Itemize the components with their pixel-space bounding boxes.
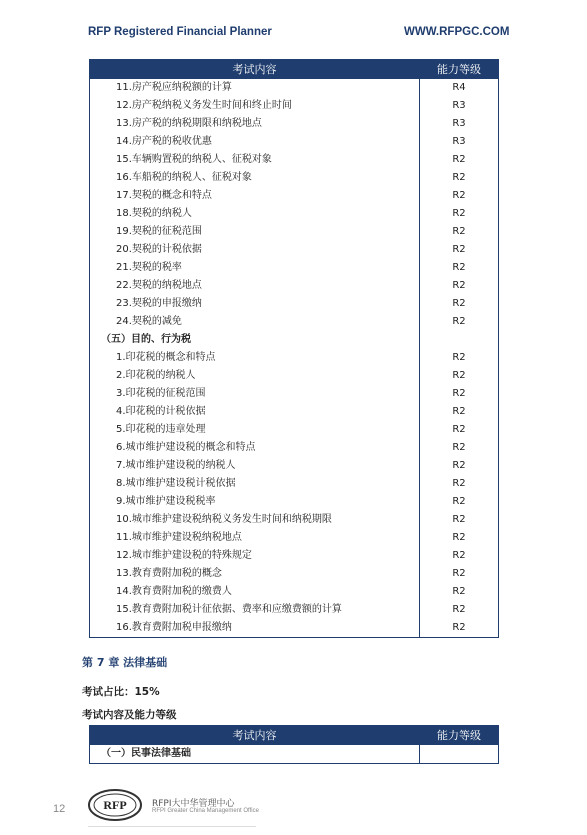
table-row	[90, 97, 499, 115]
level-cell: R2	[420, 205, 499, 223]
level-cell: R2	[420, 349, 499, 367]
content-cell: 14.教育费附加税的缴费人	[90, 583, 420, 601]
content-cell: 19.契税的征税范围	[90, 223, 420, 241]
table-row	[90, 313, 499, 331]
level-cell: R2	[420, 583, 499, 601]
table-row	[90, 385, 499, 403]
content-cell: 12.城市维护建设税的特殊规定	[90, 547, 420, 565]
table-row	[90, 151, 499, 169]
level-cell: R2	[420, 295, 499, 313]
logo-text: RFP	[103, 798, 127, 812]
table-row	[90, 601, 499, 619]
level-cell: R2	[420, 241, 499, 259]
content-cell: 10.城市维护建设税纳税义务发生时间和纳税期限	[90, 511, 420, 529]
level-cell: R2	[420, 313, 499, 331]
content-cell: 22.契税的纳税地点	[90, 277, 420, 295]
chapter-title: 第 7 章 法律基础	[82, 656, 168, 669]
content-cell: 20.契税的计税依据	[90, 241, 420, 259]
content-cell: 3.印花税的征税范围	[90, 385, 420, 403]
level-cell: R2	[420, 511, 499, 529]
level-cell: R2	[420, 421, 499, 439]
content-cell: 11.房产税应纳税额的计算	[90, 79, 420, 97]
level-cell: R2	[420, 529, 499, 547]
level-cell: R2	[420, 223, 499, 241]
table-row	[90, 493, 499, 511]
table-row	[90, 439, 499, 457]
table-row	[90, 529, 499, 547]
content-cell: 23.契税的申报缴纳	[90, 295, 420, 313]
table-row	[90, 421, 499, 439]
content-cell: 9.城市维护建设税税率	[90, 493, 420, 511]
table-row	[90, 241, 499, 259]
page-number: 12	[53, 803, 66, 815]
table-row	[90, 223, 499, 241]
level-cell: R2	[420, 457, 499, 475]
column-header-content: 考试内容	[90, 60, 420, 79]
level-cell: R3	[420, 133, 499, 151]
table-row	[90, 259, 499, 277]
table-row	[90, 205, 499, 223]
table-row	[90, 619, 499, 637]
column-header-level: 能力等级	[420, 726, 499, 745]
content-cell: 15.教育费附加税计征依据、费率和应缴费额的计算	[90, 601, 420, 619]
table-row	[90, 349, 499, 367]
level-cell: R4	[420, 79, 499, 97]
brand-name-en: RFPI Greater China Management Office	[152, 808, 259, 814]
column-header-level: 能力等级	[420, 60, 499, 79]
content-cell: 2.印花税的纳税人	[90, 367, 420, 385]
level-cell: R2	[420, 439, 499, 457]
exam-ratio: 考试占比：15%	[82, 686, 160, 698]
content-cell: 8.城市维护建设税计税依据	[90, 475, 420, 493]
level-cell: R2	[420, 187, 499, 205]
section-row	[90, 745, 499, 764]
content-cell: 16.车船税的纳税人、征税对象	[90, 169, 420, 187]
section-row	[90, 331, 499, 349]
content-cell: 14.房产税的税收优惠	[90, 133, 420, 151]
content-cell: 12.房产税纳税义务发生时间和终止时间	[90, 97, 420, 115]
section-subtitle: 考试内容及能力等级	[82, 709, 177, 721]
footer-divider	[88, 826, 256, 827]
content-cell: 13.教育费附加税的概念	[90, 565, 420, 583]
level-cell: R3	[420, 115, 499, 133]
table-row	[90, 169, 499, 187]
table-row	[90, 367, 499, 385]
level-cell: R2	[420, 367, 499, 385]
table-row	[90, 133, 499, 151]
table-row	[90, 475, 499, 493]
content-cell: 13.房产税的纳税期限和纳税地点	[90, 115, 420, 133]
content-cell: 7.城市维护建设税的纳税人	[90, 457, 420, 475]
exam-content-table-2	[89, 725, 499, 764]
level-cell: R2	[420, 151, 499, 169]
table-row	[90, 403, 499, 421]
table-row	[90, 277, 499, 295]
content-cell: 24.契税的减免	[90, 313, 420, 331]
level-cell: R2	[420, 547, 499, 565]
table-row	[90, 457, 499, 475]
level-cell: R2	[420, 169, 499, 187]
table-row	[90, 511, 499, 529]
content-cell: （一）民事法律基础	[90, 745, 420, 764]
level-cell: R2	[420, 493, 499, 511]
level-cell	[420, 745, 499, 764]
content-cell: 18.契税的纳税人	[90, 205, 420, 223]
rfp-logo-icon	[88, 789, 142, 821]
content-cell: 4.印花税的计税依据	[90, 403, 420, 421]
level-cell: R2	[420, 259, 499, 277]
table-row	[90, 547, 499, 565]
table-row	[90, 187, 499, 205]
table-row	[90, 583, 499, 601]
content-cell: 5.印花税的违章处理	[90, 421, 420, 439]
level-cell: R2	[420, 277, 499, 295]
content-cell: 1.印花税的概念和特点	[90, 349, 420, 367]
exam-content-table	[89, 59, 499, 638]
content-cell: 17.契税的概念和特点	[90, 187, 420, 205]
level-cell: R2	[420, 565, 499, 583]
table-row	[90, 295, 499, 313]
content-cell: 11.城市维护建设税纳税地点	[90, 529, 420, 547]
level-cell: R2	[420, 403, 499, 421]
table-row	[90, 565, 499, 583]
level-cell	[420, 331, 499, 349]
level-cell: R2	[420, 619, 499, 637]
header-website: WWW.RFPGC.COM	[404, 26, 510, 38]
header-title: RFP Registered Financial Planner	[88, 26, 272, 38]
level-cell: R2	[420, 385, 499, 403]
content-cell: 15.车辆购置税的纳税人、征税对象	[90, 151, 420, 169]
brand-name-cn: RFPI大中华管理中心	[152, 799, 235, 809]
level-cell: R3	[420, 97, 499, 115]
level-cell: R2	[420, 475, 499, 493]
table-row	[90, 79, 499, 97]
content-cell: 16.教育费附加税申报缴纳	[90, 619, 420, 637]
content-cell: （五）目的、行为税	[90, 331, 420, 349]
table-row	[90, 115, 499, 133]
content-cell: 21.契税的税率	[90, 259, 420, 277]
column-header-content: 考试内容	[90, 726, 420, 745]
content-cell: 6.城市维护建设税的概念和特点	[90, 439, 420, 457]
level-cell: R2	[420, 601, 499, 619]
